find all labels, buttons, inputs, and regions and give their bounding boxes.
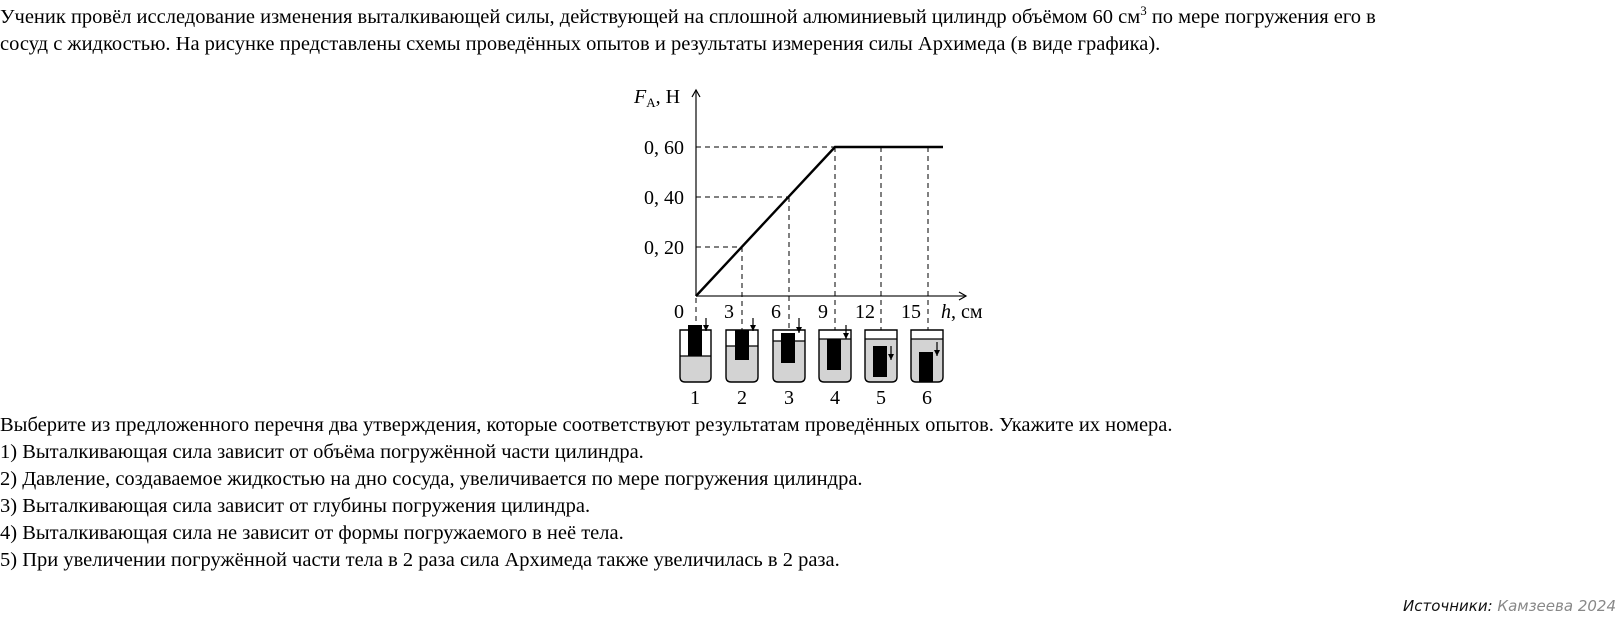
y-axis-label: $F_A$, Н xyxy=(634,86,681,110)
problem-intro xyxy=(0,4,1616,58)
beaker-3 xyxy=(773,318,805,382)
y-tick-0-20: 0, 20 xyxy=(644,237,684,259)
question-block xyxy=(0,412,1173,574)
x-tick-6: 6 xyxy=(771,301,781,323)
beaker-label-2: 2 xyxy=(737,387,747,409)
beaker-5 xyxy=(865,330,897,382)
beaker-2 xyxy=(726,318,758,382)
y-tick-0-40: 0, 40 xyxy=(644,187,684,209)
horizontal-guides xyxy=(696,147,835,247)
force-curve xyxy=(696,147,943,296)
x-axis-label: h, см xyxy=(941,301,983,323)
option-5: 5) При увеличении погружённой части тела в 2 раза сила Архимеда также увеличилась в 2 раза. xyxy=(0,549,840,571)
y-tick-0-60: 0, 60 xyxy=(644,137,684,159)
source-attribution xyxy=(1403,596,1616,616)
cubic-superscript: 3 xyxy=(1140,3,1147,18)
option-1: 1) Выталкивающая сила зависит от объёма погружённой части цилиндра. xyxy=(0,441,644,463)
beaker-1 xyxy=(680,318,711,382)
source-value: Камзеева 2024 xyxy=(1492,597,1616,615)
beaker-label-6: 6 xyxy=(922,387,932,409)
source-label: Источники: xyxy=(1402,597,1493,615)
beaker-label-1: 1 xyxy=(690,387,700,409)
option-2: 2) Давление, создаваемое жидкостью на дно сосуда, увеличивается по мере погружения цилиндра. xyxy=(0,468,863,490)
beaker-label-4: 4 xyxy=(830,387,840,409)
vertical-guides xyxy=(696,147,928,334)
intro-text: Ученик провёл исследование изменения выталкивающей силы, действующей на сплошной алюминиевый цилиндр объёмом 60 см xyxy=(0,6,1141,28)
x-tick-9: 9 xyxy=(818,301,828,323)
beaker-6 xyxy=(911,330,943,382)
x-tick-15: 15 xyxy=(901,301,921,323)
beaker-label-5: 5 xyxy=(876,387,886,409)
beaker-label-3: 3 xyxy=(784,387,794,409)
intro-text-tail: по мере погружения его в xyxy=(1146,6,1376,28)
intro-line-1 xyxy=(0,4,1616,31)
question-prompt: Выберите из предложенного перечня два утверждения, которые соответствуют результатам проведённых опытов. Укажите их номера. xyxy=(0,414,1173,436)
x-tick-0: 0 xyxy=(674,301,684,323)
option-4: 4) Выталкивающая сила не зависит от формы погружаемого в неё тела. xyxy=(0,522,624,544)
intro-line-2: сосуд с жидкостью. На рисунке представлены схемы проведённых опытов и результаты измерения силы Архимеда (в виде графика). xyxy=(0,33,1161,55)
option-3: 3) Выталкивающая сила зависит от глубины погружения цилиндра. xyxy=(0,495,591,517)
beaker-4 xyxy=(819,325,851,382)
x-tick-12: 12 xyxy=(855,301,875,323)
x-tick-3: 3 xyxy=(724,301,734,323)
